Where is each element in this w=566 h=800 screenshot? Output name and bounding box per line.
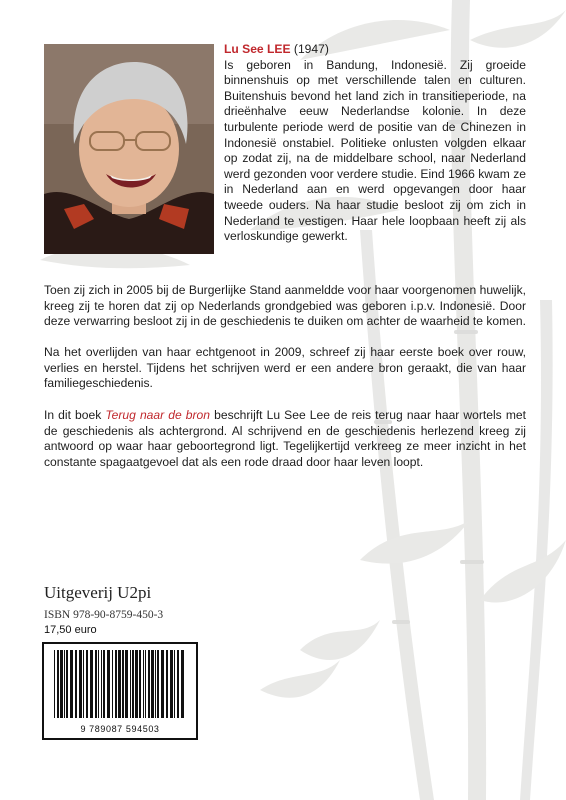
barcode-bar bbox=[107, 650, 110, 718]
barcode-bar bbox=[90, 650, 93, 718]
barcode-bar bbox=[79, 650, 82, 718]
barcode-bar bbox=[60, 650, 63, 718]
barcode-bar bbox=[118, 650, 121, 718]
barcode-bar bbox=[101, 650, 102, 718]
barcode-bar bbox=[155, 650, 156, 718]
barcode-bars bbox=[44, 648, 196, 726]
paragraph-civil-registry: Toen zij zich in 2005 bij de Burgerlijke Stand aanmeldde voor haar voorgenomen huwelijk, kreeg zij te horen dat zij op Nederlands grondgebied was geboren i.p.v. Indonesië. Door deze verwarring besloot zij in de geschiedenis te duiken om achter de waarheid te komen. bbox=[44, 283, 527, 329]
barcode-bar bbox=[103, 650, 105, 718]
barcode-bar bbox=[157, 650, 159, 718]
barcode-bar bbox=[148, 650, 150, 718]
barcode-bar bbox=[177, 650, 179, 718]
barcode-bar bbox=[115, 650, 117, 718]
paragraph-book-summary bbox=[44, 408, 526, 470]
barcode-bar bbox=[135, 650, 138, 718]
barcode-bar bbox=[161, 650, 164, 718]
isbn-number: ISBN 978-90-8759-450-3 bbox=[44, 609, 164, 621]
author-bio bbox=[224, 42, 526, 245]
barcode-bar bbox=[112, 650, 113, 718]
barcode-bar bbox=[95, 650, 97, 718]
barcode-bar bbox=[64, 650, 65, 718]
barcode-bar bbox=[83, 650, 84, 718]
barcode-bar bbox=[86, 650, 88, 718]
barcode-bar bbox=[145, 650, 146, 718]
barcode-bar bbox=[143, 650, 144, 718]
barcode-bar bbox=[170, 650, 173, 718]
book-title: Terug naar de bron bbox=[105, 408, 211, 422]
summary-text: beschrijft Lu See Lee de reis terug naar haar wortels met de geschiedenis als achtergrond. Al schrijvend en de geschiedenis herlezend kreeg zij antwoord op waar haar geboortegrond ligt. Tegelijkertijd verkreeg ze meer inzicht in het constante spagaatgevoel dat als een rode draad door haar leven loopt. bbox=[44, 408, 526, 469]
barcode-bar bbox=[130, 650, 131, 718]
barcode bbox=[42, 642, 198, 740]
author-photo bbox=[44, 44, 214, 254]
barcode-bar bbox=[70, 650, 73, 718]
barcode-bar bbox=[166, 650, 168, 718]
barcode-bar bbox=[57, 650, 59, 718]
author-birth-year: (1947) bbox=[293, 42, 329, 56]
barcode-bar bbox=[54, 650, 55, 718]
barcode-bar bbox=[98, 650, 99, 718]
price-label: 17,50 euro bbox=[44, 624, 97, 636]
paragraph-first-book: Na het overlijden van haar echtgenoot in 2009, schreef zij haar eerste boek over rouw, verlies en herstel. Tijdens het schrijven werd er een andere bron geraakt, die van haar familiegeschiedenis. bbox=[44, 345, 526, 391]
barcode-bar bbox=[139, 650, 141, 718]
barcode-bar bbox=[122, 650, 124, 718]
barcode-bar bbox=[151, 650, 154, 718]
author-bio-text: Is geboren in Bandung, Indonesië. Zij groeide binnenshuis op met verschillende talen en culturen. Buitenshuis bevond het land zich in transitieperiode, na drieënhalve eeuw Nederlandse kolonie. In deze turbulente periode werd de positie van de Chinezen in Indonesië onstabiel. Politieke onlusten volgden elkaar op zodat zij, na de middelbare school, naar Nederland werd gezonden voor verdere studie. Eind 1966 kwam ze in Nederland aan en werd opgevangen door haar tweede ouders. Na haar studie besloot zij om zich in Nederland te vestigen. Haar hele loopbaan heeft zij als verloskundige gewerkt. bbox=[224, 57, 526, 244]
barcode-bar bbox=[75, 650, 77, 718]
author-name: Lu See LEE bbox=[224, 42, 291, 56]
barcode-bar bbox=[181, 650, 184, 718]
barcode-bar bbox=[125, 650, 128, 718]
summary-intro: In dit boek bbox=[44, 408, 106, 422]
publisher-name: Uitgeverij U2pi bbox=[44, 583, 152, 602]
barcode-number: 9 789087 594503 bbox=[80, 724, 160, 734]
barcode-bar bbox=[132, 650, 134, 718]
barcode-bar bbox=[66, 650, 68, 718]
barcode-bar bbox=[174, 650, 175, 718]
